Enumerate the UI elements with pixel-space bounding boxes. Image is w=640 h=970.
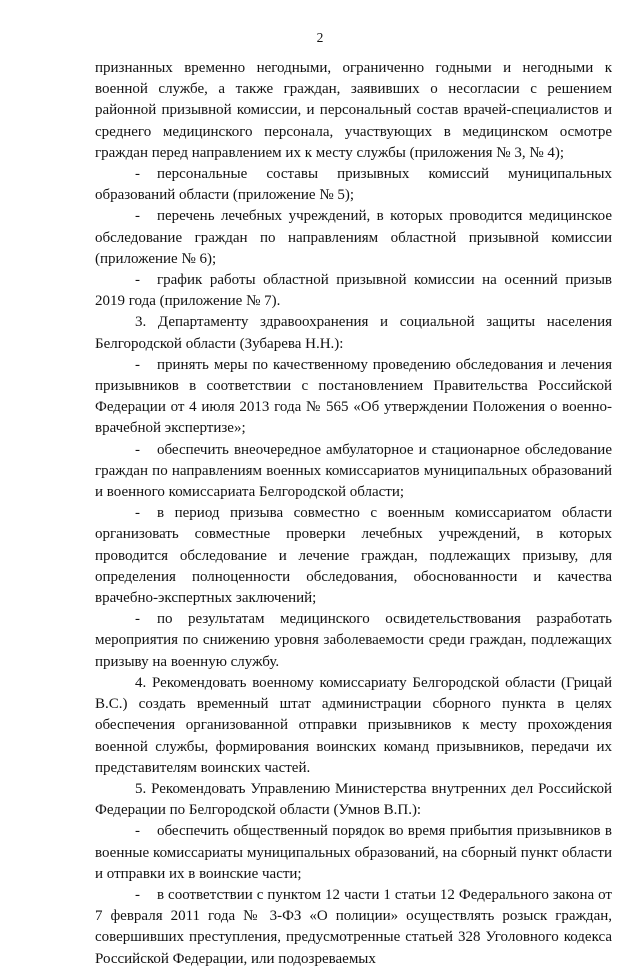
bullet-text: график работы областной призывной комиссии на осенний призыв 2019 года (приложение № 7).	[95, 272, 612, 310]
bullet-text: по результатам медицинского освидетельствования разработать мероприятия по снижению уровня заболеваемости среди граждан, подлежащих призыву на военную службу.	[95, 611, 612, 670]
bullet-dash: -	[135, 505, 140, 522]
bullet-dash: -	[135, 356, 140, 373]
clause-5-internal-affairs: 5. Рекомендовать Управлению Министерства внутренних дел Российской Федерации по Белгородской области (Умнов В.П.):	[95, 780, 612, 819]
bullet-joint-inspections	[95, 503, 612, 609]
bullet-morbidity-measures	[95, 609, 612, 673]
bullet-dash: -	[135, 886, 140, 903]
bullet-dash: -	[135, 166, 140, 183]
clause-4-military-commissariat: 4. Рекомендовать военному комиссариату Белгородской области (Грицай В.С.) создать временный штат администрации сборного пункта в целях обеспечения организованной отправки призывников к месту прохождения военной службы, формирования воинских команд призывников, передачи их представителям воинских частей.	[95, 674, 612, 776]
bullet-commission-composition	[95, 164, 612, 206]
bullet-text: обеспечить внеочередное амбулаторное и стационарное обследование граждан по направлениям военных комиссариатов муниципальных образований и военного комиссариата Белгородской области;	[95, 441, 612, 501]
bullet-medical-institutions-list	[95, 206, 612, 270]
bullet-dash: -	[135, 208, 140, 225]
bullet-examination-measures	[95, 355, 612, 440]
bullet-dash: -	[135, 611, 140, 628]
page-number: 2	[316, 30, 324, 45]
bullet-text: перечень лечебных учреждений, в которых проводится медицинское обследование граждан по направлениям областной призывной комиссии (приложение № 6);	[95, 208, 612, 267]
bullet-text: обеспечить общественный порядок во время прибытия призывников в военные комиссариаты муниципальных образований, на сборный пункт области и отправки их в воинские части;	[95, 823, 612, 882]
bullet-dash: -	[135, 441, 140, 458]
bullet-public-order	[95, 821, 612, 885]
bullet-police-search	[95, 885, 612, 970]
clause-3-health-department: 3. Департаменту здравоохранения и социальной защиты населения Белгородской области (Зубарева Н.Н.):	[95, 314, 612, 352]
paragraph-continuation-appendix-3-4: признанных временно негодными, ограниченно годными и негодными к военной службе, а также граждан, заявивших о несогласии с решением районной призывной комиссии, и персональный состав врачей-специалистов и среднего медицинского персонала, участвующих в медицинском осмотре граждан перед направлением их к месту службы (приложения № 3, № 4);	[95, 60, 612, 161]
bullet-commission-schedule	[95, 270, 612, 312]
document-body	[95, 58, 612, 970]
bullet-text: в период призыва совместно с военным комиссариатом области организовать совместные проверки лечебных учреждений, в которых проводится обследование и лечение граждан, подлежащих призыву, для определения полноценности обследования, обоснованности и качества врачебно-экспертных заключений;	[95, 505, 612, 607]
bullet-text: в соответствии с пунктом 12 части 1 статьи 12 Федерального закона от 7 февраля 2011 года № 3-ФЗ «О полиции» осуществлять розыск граждан, совершивших преступления, предусмотренные статьей 328 Уголовного кодекса Российской Федерации, или подозреваемых	[95, 886, 612, 967]
bullet-dash: -	[135, 272, 140, 289]
bullet-text: принять меры по качественному проведению обследования и лечения призывников в соответствии с постановлением Правительства Российской Федерации от 4 июля 2013 года № 565 «Об утверждении Положения о военно-врачебной экспертизе»;	[95, 356, 612, 437]
bullet-dash: -	[135, 823, 140, 840]
bullet-text: персональные составы призывных комиссий муниципальных образований области (приложение № 5);	[95, 166, 612, 204]
bullet-priority-examination	[95, 440, 612, 504]
